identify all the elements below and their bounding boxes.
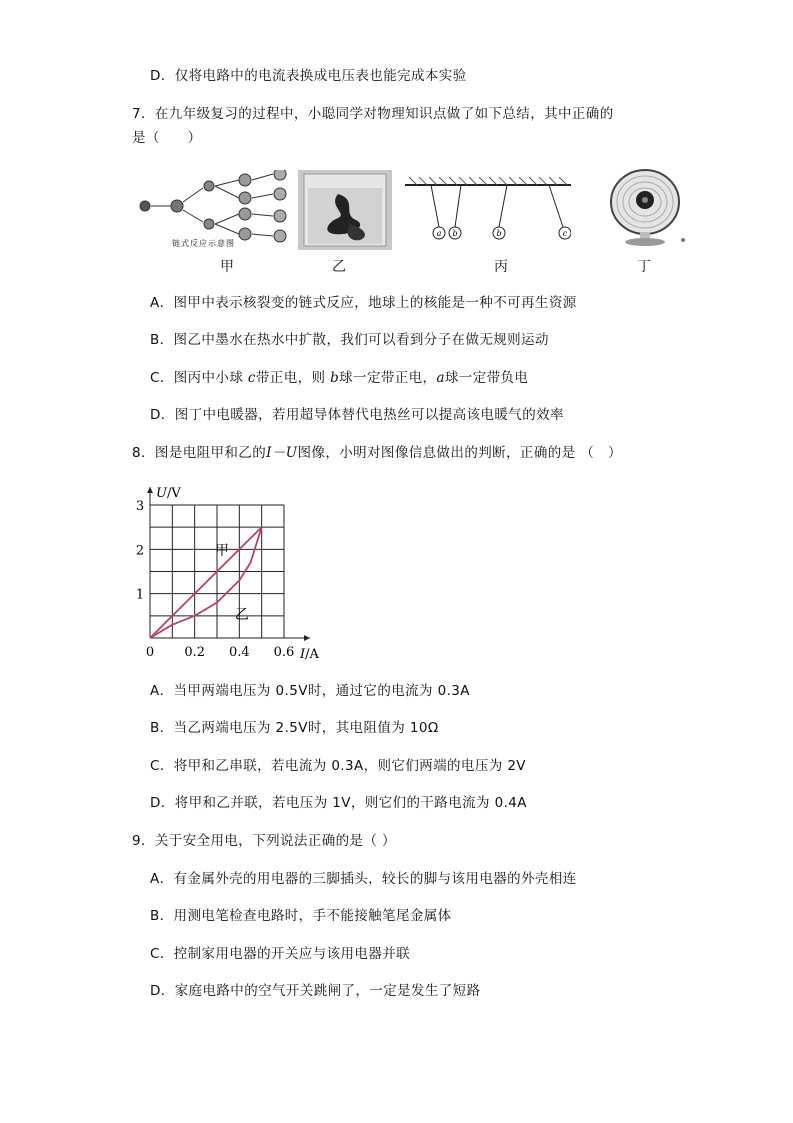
fig-label-ding: 丁 <box>637 259 651 275</box>
q8-option-d: D．将甲和乙并联，若电压为 1V，则它们的干路电流为 0.4A <box>150 795 527 811</box>
q8-option-a: A．当甲两端电压为 0.5V时，通过它的电流为 0.3A <box>150 683 470 699</box>
y-tick-label: 3 <box>135 499 145 514</box>
ball-label-a: a <box>436 229 442 238</box>
figure-yi-beaker <box>298 170 392 250</box>
x-tick-label: 0 <box>145 645 155 660</box>
fig-jia-caption: 链式反应示意图 <box>172 239 235 248</box>
q7-stem-line1: 7．在九年级复习的过程中，小聪同学对物理知识点做了如下总结，其中正确的 <box>132 106 614 122</box>
fig-label-jia: 甲 <box>220 259 234 275</box>
x-axis-arrow <box>304 635 310 641</box>
ball-label-c: c <box>562 229 568 238</box>
q7-option-a: A．图甲中表示核裂变的链式反应，地球上的核能是一种不可再生资源 <box>150 295 577 311</box>
q8-option-c: C．将甲和乙串联，若电流为 0.3A，则它们两端的电压为 2V <box>150 758 526 774</box>
q7-option-d: D．图丁中电暖器，若用超导体替代电热丝可以提高该电暖气的效率 <box>150 407 564 423</box>
q8-option-b: B．当乙两端电压为 2.5V时，其电阻值为 10Ω <box>150 720 439 736</box>
ball-label-b2: b <box>496 229 502 238</box>
y-axis-arrow <box>147 487 153 493</box>
series-label-jia: 甲 <box>215 542 229 559</box>
y-tick-label: 1 <box>135 587 145 603</box>
q9-option-d: D．家庭电路中的空气开关跳闸了，一定是发生了短路 <box>150 983 481 999</box>
y-axis-title: U/V <box>156 486 181 501</box>
iu-graph <box>130 478 340 668</box>
x-tick-label: 0.2 <box>184 645 206 660</box>
q9-option-b: B．用测电笔检查电路时，手不能接触笔尾金属体 <box>150 908 452 924</box>
q6-option-d: D．仅将电路中的电流表换成电压表也能完成本实验 <box>150 68 467 84</box>
q9-option-a: A．有金属外壳的用电器的三脚插头，较长的脚与该用电器的外壳相连 <box>150 871 577 887</box>
q7-option-b: B．图乙中墨水在热水中扩散，我们可以看到分子在做无规则运动 <box>150 332 549 348</box>
neutron-ball <box>140 201 150 211</box>
nucleus-ball <box>171 200 183 212</box>
x-tick-label: 0.4 <box>228 645 250 660</box>
q7-option-c: C．图丙中小球 c带正电，则 b球一定带正电，a球一定带负电 <box>150 370 529 386</box>
q8-stem: 8．图是电阻甲和乙的I－U图像，小明对图像信息做出的判断，正确的是 （ ） <box>132 445 622 461</box>
q9-stem: 9．关于安全用电，下列说法正确的是（ ） <box>132 833 396 849</box>
figure-ding-heater <box>600 168 690 248</box>
q7-stem-line2: 是（ ） <box>132 130 202 146</box>
figure-bing-charged-balls <box>405 177 571 247</box>
x-axis-title: I/A <box>300 647 319 662</box>
q9-option-c: C．控制家用电器的开关应与该用电器并联 <box>150 946 411 962</box>
fig-label-yi: 乙 <box>332 259 346 275</box>
ball-label-b1: b <box>452 229 458 238</box>
x-tick-label: 0.6 <box>273 645 295 660</box>
y-tick-label: 2 <box>135 543 145 559</box>
series-label-yi: 乙 <box>234 606 249 623</box>
fig-label-bing: 丙 <box>494 259 508 275</box>
